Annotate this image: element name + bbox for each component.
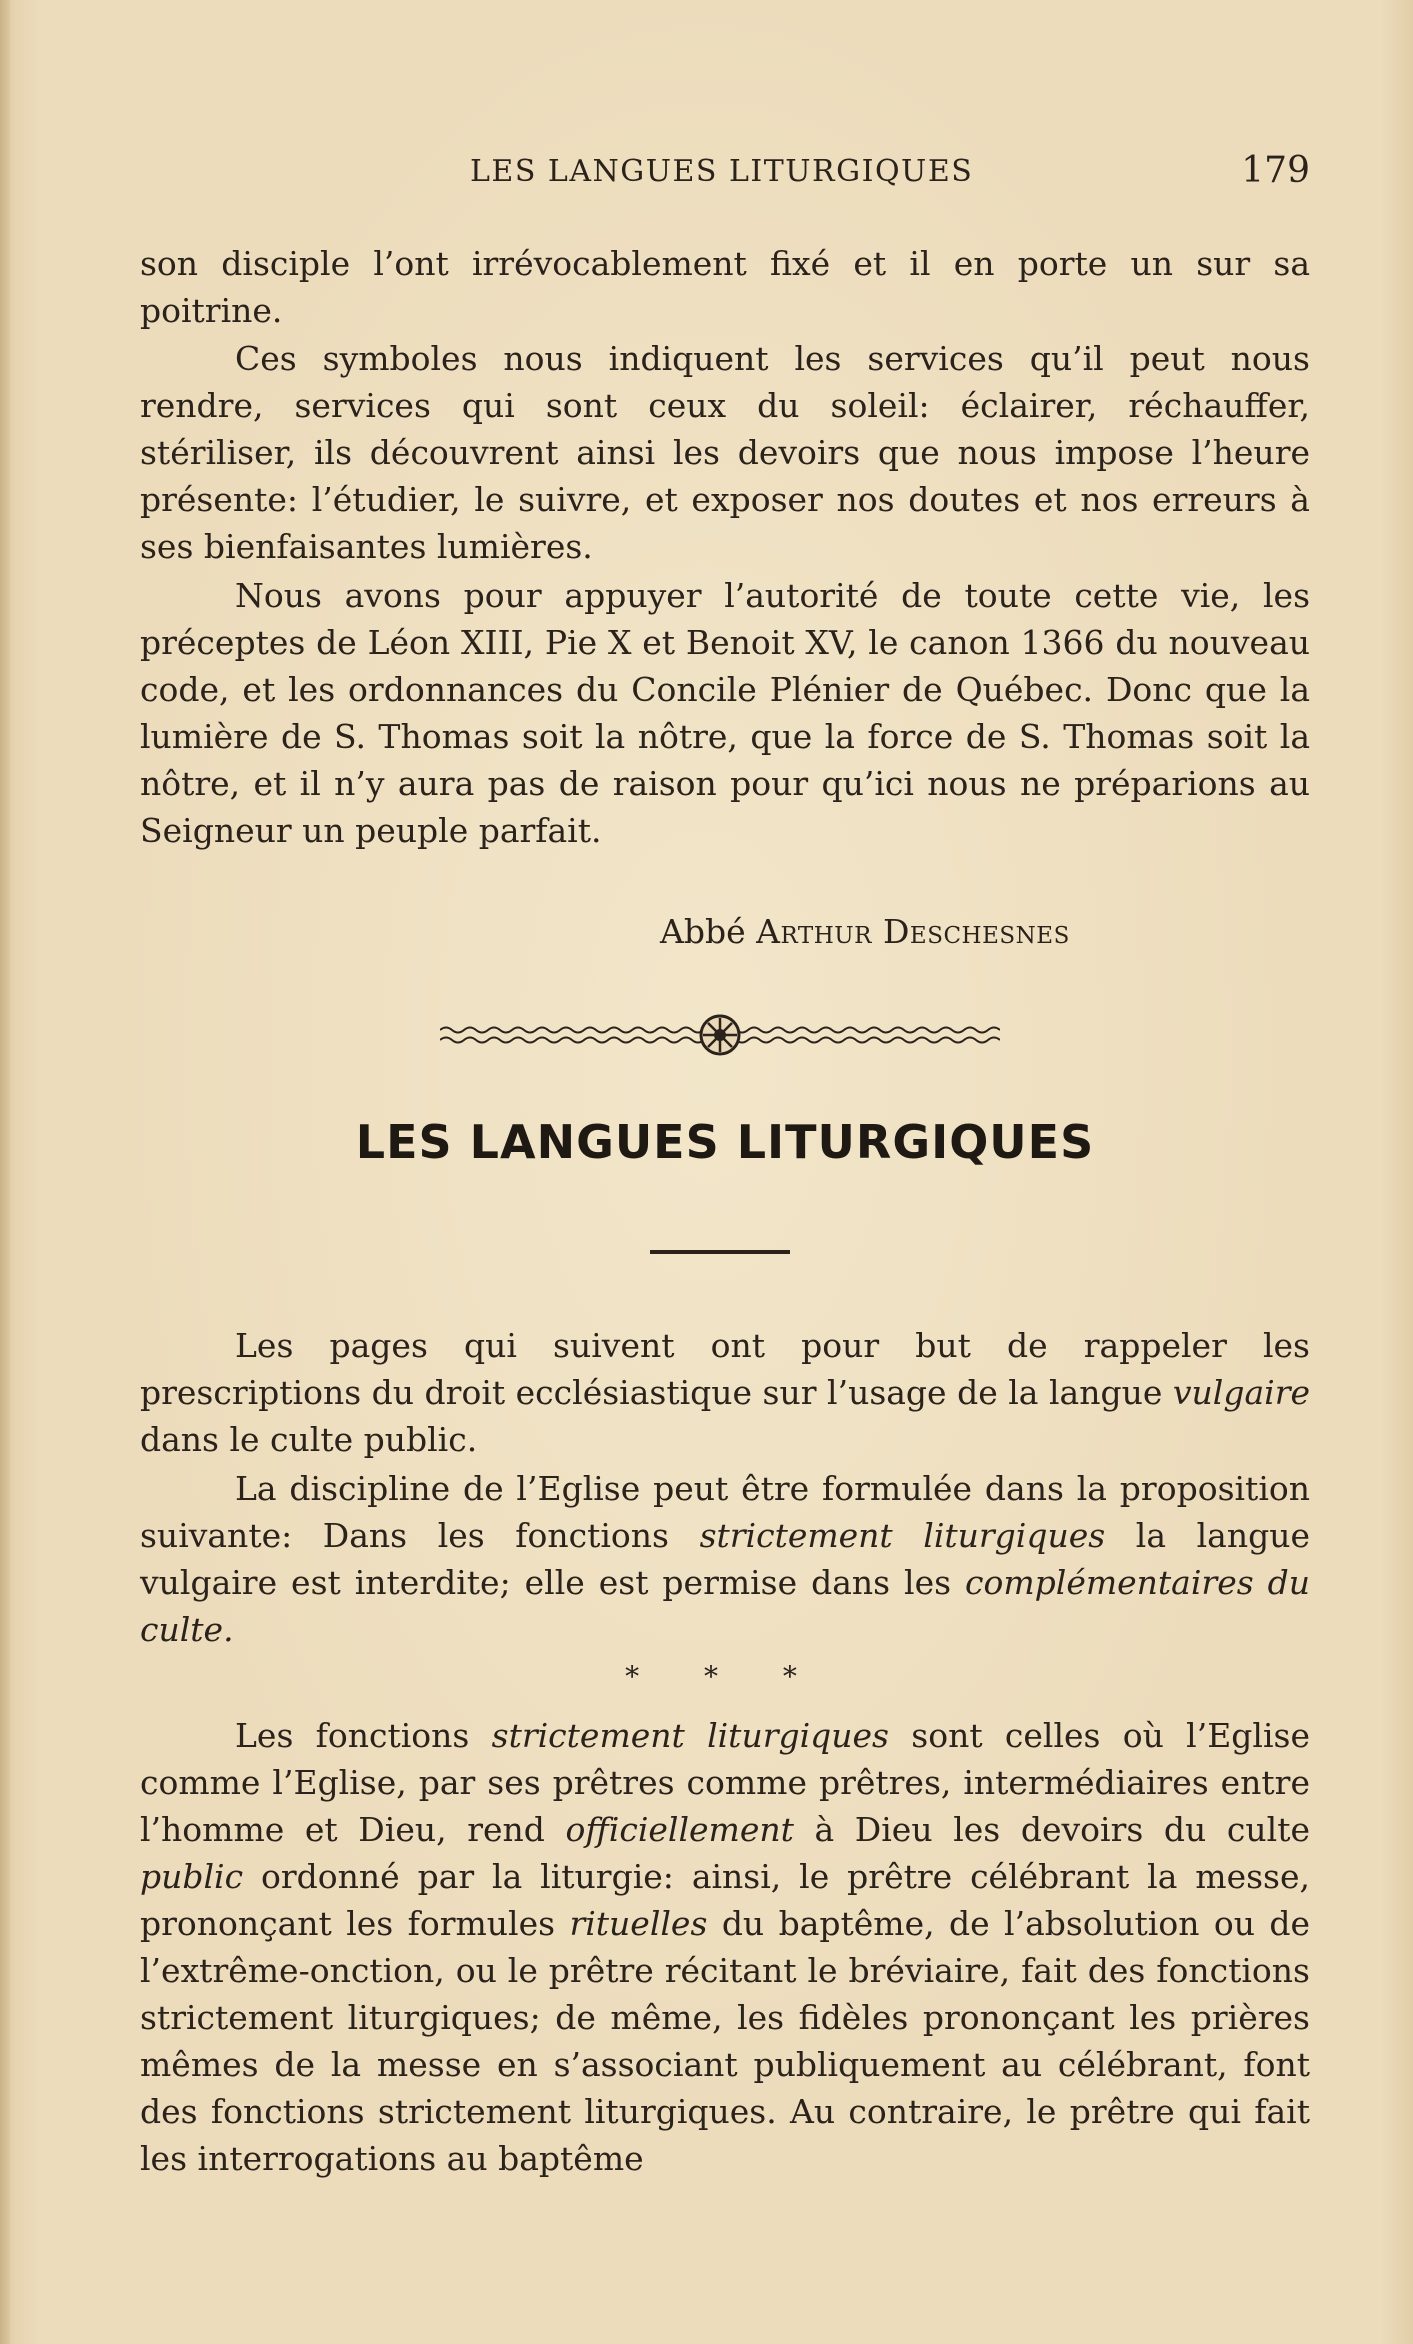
article-paragraph-3-text-d: ordonné par la liturgie: ainsi, le prêtre célébrant la messe, prononçant les formules <box>140 1857 1310 1943</box>
article-paragraph-2-text-a: La discipline de l’Eglise peut être formulée dans la proposition suivante: Dans les fonctions <box>140 1469 1310 1555</box>
running-head <box>140 150 1310 194</box>
article-paragraph-3-text-a: Les fonctions <box>235 1716 470 1755</box>
section-separator: * * * <box>625 1660 825 1693</box>
article-paragraph-3-italic-3: public <box>140 1857 244 1896</box>
article-paragraph-1-end: dans le culte public. <box>140 1420 478 1459</box>
article-paragraph-3-italic-2: officiellement <box>565 1810 794 1849</box>
article-paragraph-2-text-b: la langue vulgaire est interdite; elle est permise dans les <box>140 1516 1310 1602</box>
article-paragraph-2-italic-1: strictement liturgiques <box>699 1516 1106 1555</box>
article-paragraph-1-text: Les pages qui suivent ont pour but de rappeler les prescriptions du droit ecclésiastique sur l’usage de la langue <box>140 1326 1310 1412</box>
previous-article-paragraph-3: Nous avons pour appuyer l’autorité de toute cette vie, les préceptes de Léon XIII, Pie X et Benoit XV, le canon 1366 du nouveau code, et les ordonnances du Concile Plénier de Québec. Donc que la lumière de S. Thomas soit la nôtre, que la force de S. Thomas soit la nôtre, et il n’y aura pas de raison pour qu’ici nous ne préparions au Seigneur un peuple parfait. <box>140 576 1310 850</box>
article-title: LES LANGUES LITURGIQUES <box>355 1115 1095 1169</box>
page-spine-shadow <box>0 0 10 2344</box>
previous-article-paragraph-2: Ces symboles nous indiquent les services qu’il peut nous rendre, services qui sont ceux du soleil: éclairer, réchauffer, stériliser, ils découvrent ainsi les devoirs que nous impose l’heure présente: l’étudier, le suivre, et exposer nos doutes et nos erreurs à ses bienfaisantes lumières. <box>140 339 1310 566</box>
article-paragraph-3-italic-4: rituelles <box>569 1904 708 1943</box>
article-paragraph-3-text-e: du baptême, de l’absolution ou de l’extrême-onction, ou le prêtre récitant le bréviaire, fait des fonctions strictement liturgiques; de même, les fidèles prononçant les prières mêmes de la messe en s’associant publiquement au célébrant, font des fonctions strictement liturgiques. Au contraire, le prêtre qui fait les interrogations au baptême <box>140 1904 1311 2178</box>
article-paragraph-1-italic: vulgaire <box>1172 1373 1310 1412</box>
article-paragraph-1 <box>140 1322 1310 1463</box>
title-underline-rule <box>650 1250 790 1254</box>
article-paragraph-3-text-b: sont celles où l’Eglise comme l’Eglise, par ses prêtres comme prêtres, intermédiaires entre l’homme et Dieu, rend <box>140 1716 1311 1849</box>
running-head-title: LES LANGUES LITURGIQUES <box>470 154 974 189</box>
article-paragraph-2 <box>140 1465 1310 1653</box>
article-paragraph-3 <box>140 1712 1310 2182</box>
article-paragraph-3-italic-1: strictement liturgiques <box>491 1716 889 1755</box>
signature-name: Arthur Deschesnes <box>756 912 1070 951</box>
signature-prefix: Abbé <box>660 912 746 951</box>
page-number: 179 <box>1241 150 1310 191</box>
ornamental-divider <box>440 1010 1000 1060</box>
previous-article-paragraph-1: son disciple l’ont irrévocablement fixé et il en porte un sur sa poitrine. <box>140 244 1310 330</box>
article-paragraph-3-text-c: à Dieu les devoirs du culte <box>814 1810 1310 1849</box>
author-signature <box>660 908 1070 955</box>
article-paragraph-2-italic-2: complémentaires du culte. <box>140 1563 1310 1649</box>
